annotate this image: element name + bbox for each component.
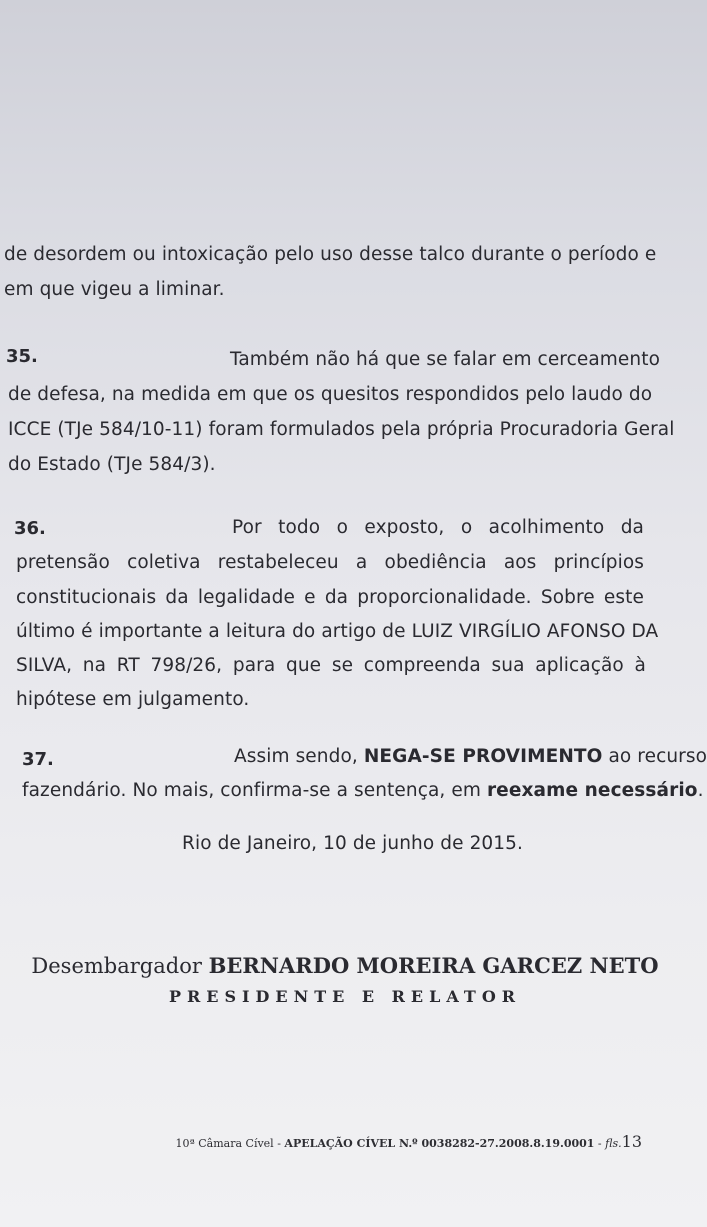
paragraph-36-line-1: Por todo o exposto, o acolhimento da [232, 517, 644, 538]
signature-name: BERNARDO MOREIRA GARCEZ NETO [208, 953, 659, 978]
paragraph-34-line-1: de desordem ou intoxicação pelo uso desse talco durante o período e [4, 244, 657, 265]
paragraph-35-line-4: do Estado (TJe 584/3). [8, 454, 216, 475]
signature-role: PRESIDENTE E RELATOR [168, 987, 522, 1006]
paragraph-36-line-5: SILVA, na RT 798/26, para que se compreenda sua aplicação à [16, 655, 646, 676]
paragraph-36-line-2: pretensão coletiva restabeleceu a obediência aos princípios [16, 552, 644, 573]
paragraph-35-line-1: Também não há que se falar em cerceamento [230, 349, 660, 370]
footer-chamber: 10ª Câmara Cível - [175, 1137, 285, 1150]
paragraph-37-line-1-text: Assim sendo, [234, 746, 364, 767]
paragraph-37-number: 37. [22, 749, 54, 770]
paragraph-37-line-2 [22, 780, 704, 802]
signature-title: Desembargador [31, 954, 202, 978]
paragraph-37-line-2-text: fazendário. No mais, confirma-se a sentença, em [22, 780, 487, 801]
paragraph-36-line-6: hipótese em julgamento. [16, 689, 250, 710]
paragraph-37-line-2-tail: . [697, 780, 704, 801]
paragraph-35-line-3: ICCE (TJe 584/10-11) foram formulados pela própria Procuradoria Geral [8, 419, 675, 440]
footer-case-number: APELAÇÃO CÍVEL N.º 0038282-27.2008.8.19.0001 [284, 1137, 595, 1150]
footer-fls-label: fls. [605, 1137, 622, 1150]
paragraph-36-line-4: último é importante a leitura do artigo de LUIZ VIRGÍLIO AFONSO DA [16, 621, 659, 642]
paragraph-36-number: 36. [14, 518, 46, 539]
paragraph-37-line-1 [234, 746, 707, 768]
paragraph-36-line-3: constitucionais da legalidade e da proporcionalidade. Sobre este [16, 587, 644, 608]
paragraph-35-line-2: de defesa, na medida em que os quesitos respondidos pelo laudo do [8, 384, 653, 405]
footer-page-number: 13 [621, 1132, 642, 1151]
decision-emphasis: NEGA-SE PROVIMENTO [363, 746, 603, 767]
signature-line [0, 953, 690, 979]
page-footer [176, 1132, 642, 1151]
footer-separator: - [594, 1137, 606, 1150]
date-line: Rio de Janeiro, 10 de junho de 2015. [182, 833, 524, 854]
paragraph-35-number: 35. [6, 346, 38, 367]
paragraph-34-line-2: em que vigeu a liminar. [4, 279, 225, 300]
paragraph-37-line-1-tail: ao recurso [602, 746, 707, 767]
reexame-emphasis: reexame necessário [486, 780, 698, 801]
